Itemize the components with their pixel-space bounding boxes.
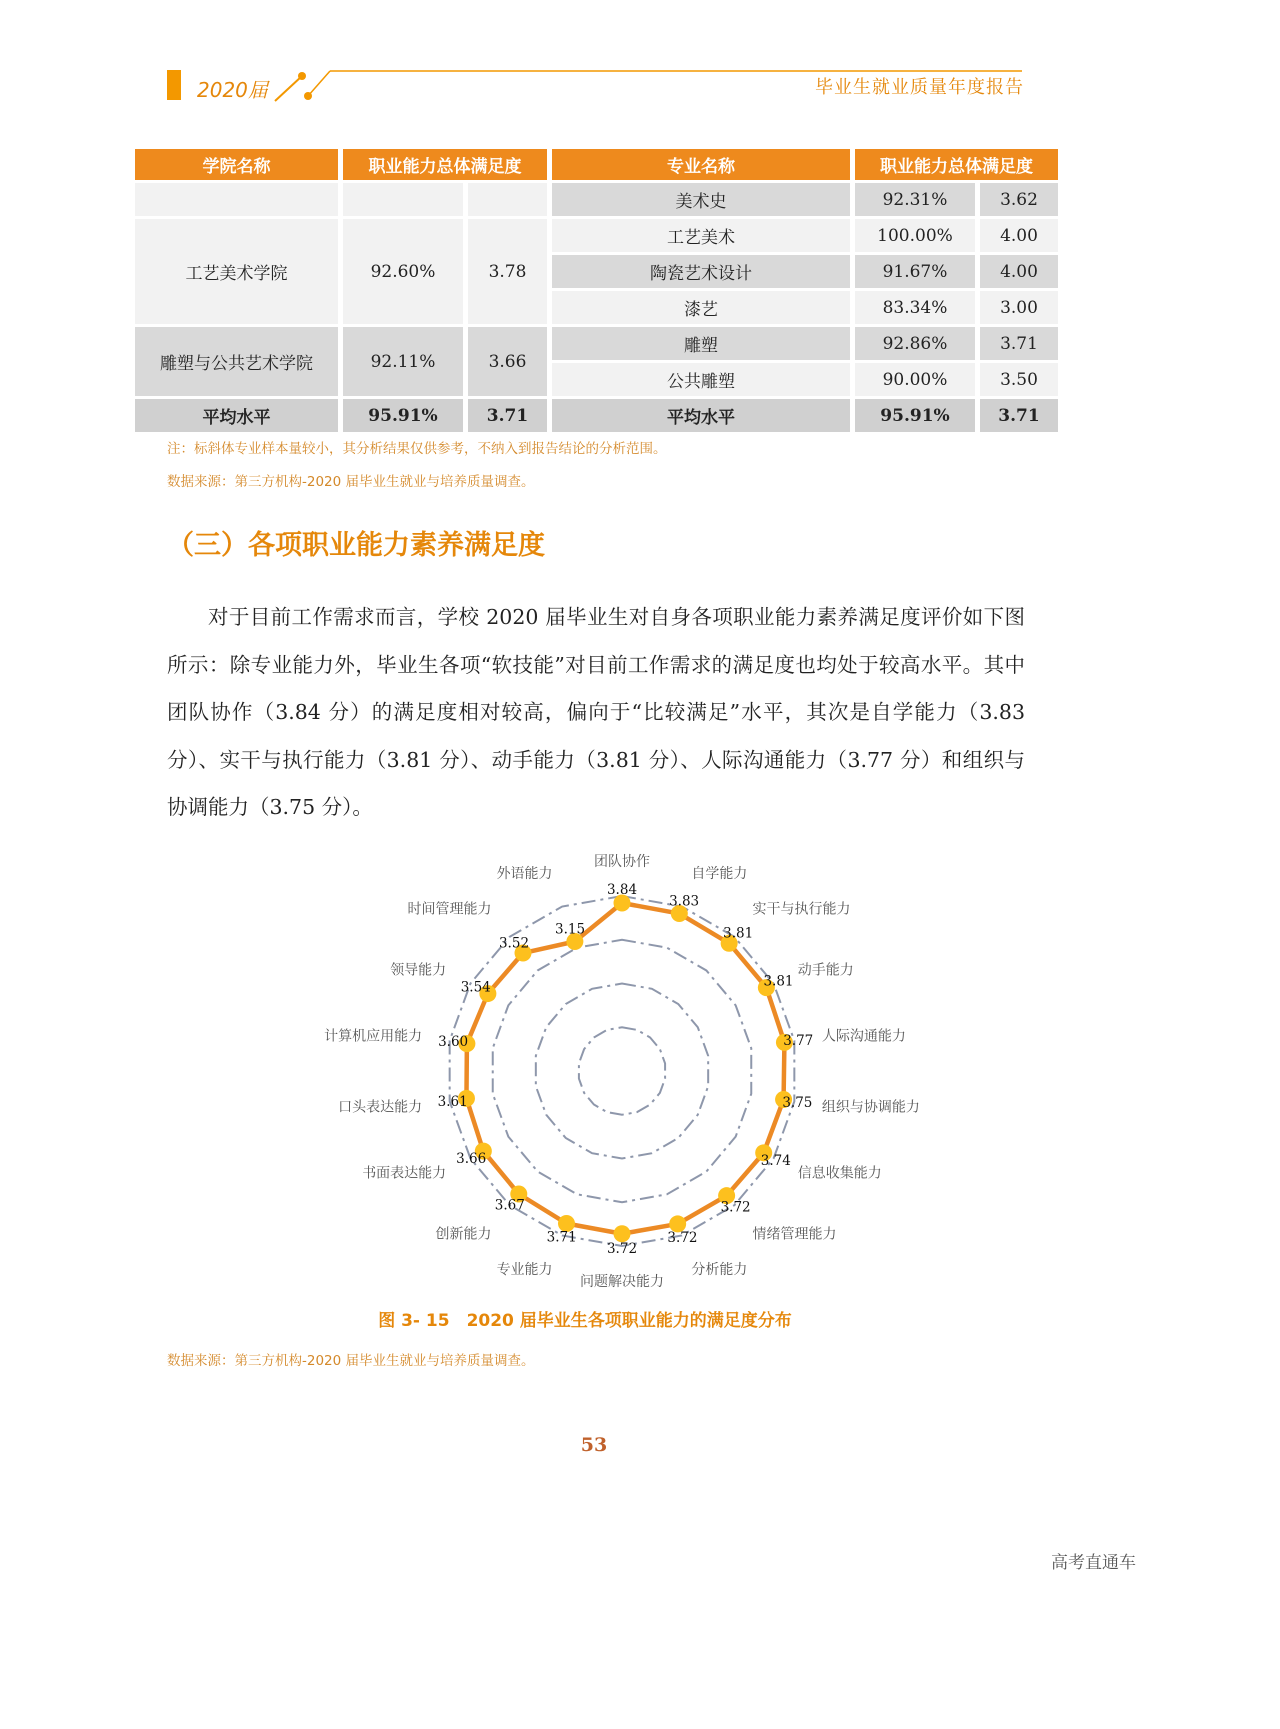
radar-labels <box>324 853 920 1290</box>
header-college: 学院名称 <box>135 149 338 180</box>
major-score: 3.50 <box>980 363 1058 396</box>
section-title: （三）各项职业能力素养满足度 <box>167 530 545 561</box>
header-year: 2020届 <box>197 78 268 102</box>
radar-category-label: 口头表达能力 <box>338 1099 423 1116</box>
major-pct: 92.31% <box>855 183 975 216</box>
radar-category-label: 情绪管理能力 <box>752 1226 837 1243</box>
header-title: 毕业生就业质量年度报告 <box>815 77 1024 98</box>
major-pct: 83.34% <box>855 291 975 324</box>
major-name: 漆艺 <box>552 291 850 324</box>
radar-category-label: 创新能力 <box>435 1226 492 1243</box>
major-name: 雕塑 <box>552 327 850 360</box>
watermark: 高考直通车 <box>1051 1553 1136 1573</box>
radar-value-label: 3.15 <box>555 921 586 938</box>
major-score: 3.62 <box>980 183 1058 216</box>
college-pct: 92.60% <box>343 219 463 324</box>
college-score: 3.78 <box>468 219 547 324</box>
average-score: 3.71 <box>468 399 547 432</box>
radar-value-label: 3.72 <box>667 1230 698 1247</box>
figure-caption: 图 3- 15 2020 届毕业生各项职业能力的满足度分布 <box>378 1311 792 1331</box>
radar-category-label: 信息收集能力 <box>797 1165 882 1182</box>
radar-value-label: 3.77 <box>783 1032 814 1049</box>
radar-category-label: 领导能力 <box>390 962 447 979</box>
radar-value-label: 3.67 <box>494 1197 525 1214</box>
radar-category-label: 人际沟通能力 <box>821 1028 906 1045</box>
college-pct: 92.11% <box>343 327 463 396</box>
header-major: 专业名称 <box>552 149 850 180</box>
radar-category-label: 专业能力 <box>496 1261 553 1278</box>
radar-value-label: 3.54 <box>460 979 491 996</box>
major-score: 4.00 <box>980 219 1058 252</box>
radar-value-label: 3.72 <box>606 1240 638 1257</box>
radar-series-line <box>466 903 784 1234</box>
major-score: 3.00 <box>980 291 1058 324</box>
radar-category-label: 动手能力 <box>797 962 854 979</box>
radar-value-label: 3.74 <box>760 1152 791 1169</box>
radar-category-label: 时间管理能力 <box>407 901 492 918</box>
radar-grid-ring <box>493 940 752 1203</box>
header-college-satisfaction: 职业能力总体满足度 <box>343 149 547 180</box>
radar-category-label: 实干与执行能力 <box>752 901 851 918</box>
major-name: 公共雕塑 <box>552 363 850 396</box>
radar-value-label: 3.66 <box>456 1151 487 1168</box>
radar-value-label: 3.71 <box>546 1229 577 1246</box>
radar-value-label: 3.60 <box>438 1034 469 1051</box>
major-pct: 100.00% <box>855 219 975 252</box>
table-note: 注：标斜体专业样本量较小，其分析结果仅供参考，不纳入到报告结论的分析范围。 <box>167 441 667 457</box>
page-number: 53 <box>580 1434 608 1456</box>
radar-category-label: 问题解决能力 <box>580 1274 664 1290</box>
radar-category-label: 分析能力 <box>691 1261 748 1278</box>
major-name: 美术史 <box>552 183 850 216</box>
average-pct: 95.91% <box>343 399 463 432</box>
body-paragraph: 对于目前工作需求而言，学校 2020 届毕业生对自身各项职业能力素养满足度评价如下图所示：除专业能力外，毕业生各项“软技能”对目前工作需求的满足度也均处于较高水平。其中团队协作（3.84 分）的满足度相对较高，偏向于“比较满足”水平，其次是自学能力（3.83 分）、实干与执行能力（3.81 分）、动手能力（3.81 分）、人际沟通能力（3.77 分）和组织与协调能力（3.75 分）。 <box>167 605 1025 819</box>
figure-source: 数据来源：第三方机构-2020 届毕业生就业与培养质量调查。 <box>167 1353 535 1369</box>
radar-category-label: 外语能力 <box>496 866 553 883</box>
major-score: 4.00 <box>980 255 1058 288</box>
radar-grid-ring <box>579 1027 665 1115</box>
major-name: 陶瓷艺术设计 <box>552 255 850 288</box>
radar-value-label: 3.52 <box>498 935 530 952</box>
radar-value-label: 3.81 <box>763 973 794 990</box>
college-name: 雕塑与公共艺术学院 <box>135 327 338 396</box>
average-score-major: 3.71 <box>980 399 1058 432</box>
header-major-satisfaction: 职业能力总体满足度 <box>855 149 1058 180</box>
table-source: 数据来源：第三方机构-2020 届毕业生就业与培养质量调查。 <box>167 474 535 490</box>
college-score: 3.66 <box>468 327 547 396</box>
radar-value-label: 3.72 <box>720 1199 751 1216</box>
radar-value-label: 3.61 <box>437 1093 468 1110</box>
radar-category-label: 书面表达能力 <box>362 1165 447 1182</box>
average-label: 平均水平 <box>135 399 338 432</box>
radar-category-label: 计算机应用能力 <box>324 1028 423 1045</box>
radar-grid-ring <box>536 984 708 1159</box>
radar-category-label: 团队协作 <box>594 854 650 870</box>
radar-value-label: 3.81 <box>723 925 754 942</box>
radar-value-label: 3.84 <box>606 882 638 898</box>
college-name: 工艺美术学院 <box>135 219 338 324</box>
radar-value-label: 3.83 <box>669 893 700 910</box>
average-label-major: 平均水平 <box>552 399 850 432</box>
major-pct: 91.67% <box>855 255 975 288</box>
radar-value-label: 3.75 <box>782 1094 813 1111</box>
radar-category-label: 自学能力 <box>691 866 748 883</box>
major-pct: 90.00% <box>855 363 975 396</box>
major-score: 3.71 <box>980 327 1058 360</box>
radar-point <box>614 1225 631 1242</box>
radar-category-label: 组织与协调能力 <box>821 1099 920 1116</box>
average-pct-major: 95.91% <box>855 399 975 432</box>
major-name: 工艺美术 <box>552 219 850 252</box>
major-pct: 92.86% <box>855 327 975 360</box>
